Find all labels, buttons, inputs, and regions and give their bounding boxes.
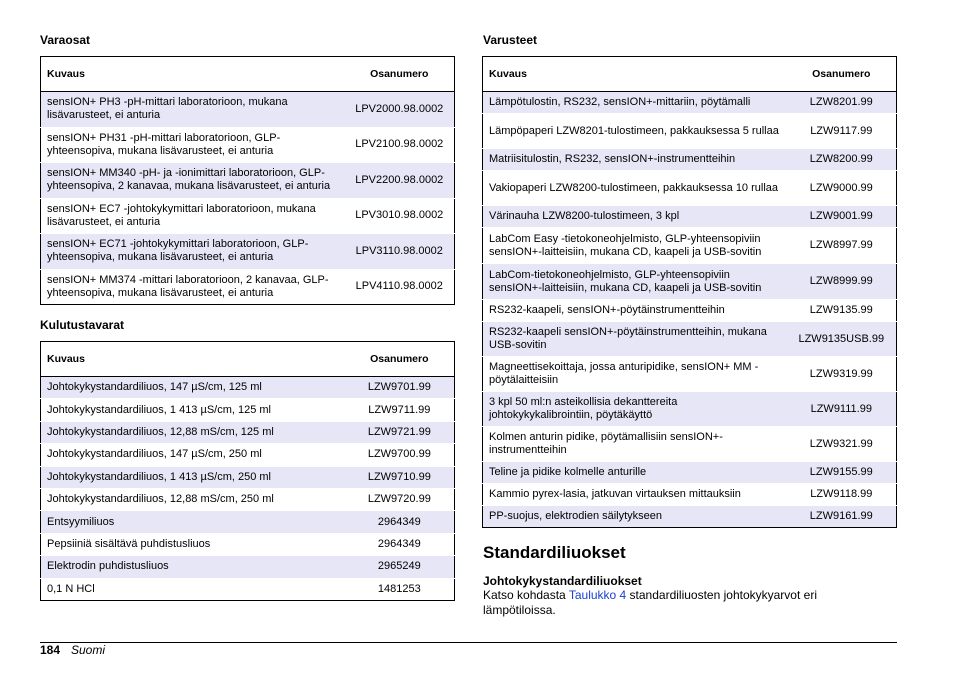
varaosat-table: [40, 56, 455, 305]
row-part-number: LZW8997.99: [787, 228, 897, 264]
table-row: [41, 377, 455, 399]
table-row: [483, 357, 897, 392]
row-description: Matriisitulostin, RS232, sensION+-instrumentteihin: [483, 149, 787, 171]
row-description: Johtokykystandardiliuos, 1 413 µS/cm, 250 ml: [41, 466, 345, 488]
row-description: LabCom Easy -tietokoneohjelmisto, GLP-yhteensopiviin sensION+-laitteisiin, mukana CD, kaapeli ja USB-sovitin: [483, 228, 787, 264]
varusteet-title: Varusteet: [483, 33, 538, 47]
varaosat-title: Varaosat: [40, 33, 91, 47]
kulutustavarat-title: Kulutustavarat: [40, 318, 125, 332]
standards-heading: Standardiliuokset: [483, 543, 626, 562]
row-description: Kammio pyrex-lasia, jatkuvan virtauksen mittauksiin: [483, 484, 787, 506]
row-description: 3 kpl 50 ml:n asteikollisia dekanttereita johtokykykalibrointiin, pöytäkäyttö: [483, 392, 787, 427]
column-header-osanumero: Osanumero: [345, 57, 455, 92]
row-part-number: LZW9117.99: [787, 114, 897, 149]
row-part-number: LZW9118.99: [787, 484, 897, 506]
table-row: [41, 556, 455, 578]
row-description: Lämpötulostin, RS232, sensION+-mittariin, pöytämalli: [483, 92, 787, 114]
column-header-kuvaus: Kuvaus: [41, 342, 345, 377]
table-row: [41, 488, 455, 510]
row-part-number: LZW8201.99: [787, 92, 897, 114]
table-row: [41, 421, 455, 443]
row-part-number: LPV2000.98.0002: [345, 92, 455, 128]
table-row: [41, 234, 455, 270]
row-part-number: LZW9135USB.99: [787, 322, 897, 357]
row-description: sensION+ PH31 -pH-mittari laboratorioon, GLP-yhteensopiva, mukana lisävarusteet, ei anturia: [41, 127, 345, 163]
row-part-number: LPV3110.98.0002: [345, 234, 455, 270]
table-row: [483, 322, 897, 357]
standards-paragraph: [483, 588, 863, 618]
table-row: [483, 506, 897, 528]
row-description: RS232-kaapeli sensION+-pöytäinstrumentteihin, mukana USB-sovitin: [483, 322, 787, 357]
row-description: 0,1 N HCl: [41, 578, 345, 600]
table-4-link[interactable]: Taulukko 4: [568, 588, 627, 602]
table-row: [483, 462, 897, 484]
table-row: [483, 300, 897, 322]
row-description: Teline ja pidike kolmelle anturille: [483, 462, 787, 484]
row-description: Elektrodin puhdistusliuos: [41, 556, 345, 578]
table-row: [41, 578, 455, 600]
table-row: [41, 533, 455, 555]
table-row: [41, 92, 455, 128]
row-part-number: 1481253: [345, 578, 455, 600]
row-description: sensION+ PH3 -pH-mittari laboratorioon, mukana lisävarusteet, ei anturia: [41, 92, 345, 128]
table-row: [483, 228, 897, 264]
row-description: sensION+ EC71 -johtokykymittari laboratorioon, GLP-yhteensopiva, mukana lisävarusteet, ei anturia: [41, 234, 345, 270]
row-part-number: LZW8999.99: [787, 264, 897, 300]
row-part-number: LPV2200.98.0002: [345, 163, 455, 199]
row-part-number: LZW9710.99: [345, 466, 455, 488]
table-row: [41, 511, 455, 533]
page-language: Suomi: [71, 643, 106, 657]
row-part-number: LZW8200.99: [787, 149, 897, 171]
row-description: Entsyymiliuos: [41, 511, 345, 533]
column-header-kuvaus: Kuvaus: [41, 57, 345, 92]
row-description: Kolmen anturin pidike, pöytämallisiin sensION+-instrumentteihin: [483, 427, 787, 462]
table-row: [483, 264, 897, 300]
row-description: Johtokykystandardiliuos, 147 µS/cm, 250 ml: [41, 444, 345, 466]
row-part-number: LZW9155.99: [787, 462, 897, 484]
table-row: [483, 392, 897, 427]
row-description: Magneettisekoittaja, jossa anturipidike, sensION+ MM -pöytälaitteisiin: [483, 357, 787, 392]
footer-divider: [40, 642, 897, 643]
row-description: Pepsiiniä sisältävä puhdistusliuos: [41, 533, 345, 555]
table-row: [483, 484, 897, 506]
table-row: [41, 269, 455, 305]
column-header-osanumero: Osanumero: [787, 57, 897, 92]
row-description: PP-suojus, elektrodien säilytykseen: [483, 506, 787, 528]
kulutustavarat-table: [40, 341, 455, 601]
row-description: Lämpöpaperi LZW8201-tulostimeen, pakkauksessa 5 rullaa: [483, 114, 787, 149]
standards-subheading: Johtokykystandardiliuokset: [483, 574, 642, 588]
row-part-number: LPV4110.98.0002: [345, 269, 455, 305]
row-part-number: LZW9720.99: [345, 488, 455, 510]
varusteet-table: [482, 56, 897, 528]
table-row: [483, 92, 897, 114]
row-description: sensION+ MM340 -pH- ja -ionimittari laboratorioon, GLP-yhteensopiva, 2 kanavaa, mukana lisävarusteet, ei anturia: [41, 163, 345, 199]
column-header-osanumero: Osanumero: [345, 342, 455, 377]
row-part-number: 2964349: [345, 533, 455, 555]
row-description: Vakiopaperi LZW8200-tulostimeen, pakkauksessa 10 rullaa: [483, 171, 787, 206]
row-part-number: LZW9001.99: [787, 206, 897, 228]
row-part-number: LZW9000.99: [787, 171, 897, 206]
table-row: [483, 149, 897, 171]
row-part-number: LPV3010.98.0002: [345, 198, 455, 234]
row-description: sensION+ MM374 -mittari laboratorioon, 2 kanavaa, GLP-yhteensopiva, mukana lisävarusteet, ei anturia: [41, 269, 345, 305]
row-description: Värinauha LZW8200-tulostimeen, 3 kpl: [483, 206, 787, 228]
row-part-number: LZW9700.99: [345, 444, 455, 466]
column-header-kuvaus: Kuvaus: [483, 57, 787, 92]
row-description: LabCom-tietokoneohjelmisto, GLP-yhteensopiviin sensION+-laitteisiin, mukana CD, kaapeli ja USB-sovitin: [483, 264, 787, 300]
table-row: [483, 206, 897, 228]
row-part-number: LZW9319.99: [787, 357, 897, 392]
table-row: [41, 466, 455, 488]
row-part-number: LZW9111.99: [787, 392, 897, 427]
table-row: [483, 427, 897, 462]
row-description: Johtokykystandardiliuos, 12,88 mS/cm, 125 ml: [41, 421, 345, 443]
page-number: 184: [40, 643, 61, 657]
standards-text-after: standardiliuosten johtokykyarvot eri lämpötiloissa.: [483, 588, 817, 617]
row-part-number: LZW9721.99: [345, 421, 455, 443]
row-description: Johtokykystandardiliuos, 1 413 µS/cm, 125 ml: [41, 399, 345, 421]
row-description: sensION+ EC7 -johtokykymittari laboratorioon, mukana lisävarusteet, ei anturia: [41, 198, 345, 234]
table-row: [41, 163, 455, 199]
table-row: [41, 127, 455, 163]
row-part-number: 2964349: [345, 511, 455, 533]
row-part-number: LZW9321.99: [787, 427, 897, 462]
row-description: Johtokykystandardiliuos, 147 µS/cm, 125 ml: [41, 377, 345, 399]
row-part-number: LPV2100.98.0002: [345, 127, 455, 163]
row-part-number: LZW9161.99: [787, 506, 897, 528]
table-row: [41, 399, 455, 421]
table-row: [41, 444, 455, 466]
row-description: Johtokykystandardiliuos, 12,88 mS/cm, 250 ml: [41, 488, 345, 510]
standards-text-before: Katso kohdasta: [483, 588, 569, 602]
row-description: RS232-kaapeli, sensION+-pöytäinstrumentteihin: [483, 300, 787, 322]
row-part-number: LZW9711.99: [345, 399, 455, 421]
row-part-number: 2965249: [345, 556, 455, 578]
table-row: [483, 171, 897, 206]
row-part-number: LZW9135.99: [787, 300, 897, 322]
table-row: [41, 198, 455, 234]
row-part-number: LZW9701.99: [345, 377, 455, 399]
table-row: [483, 114, 897, 149]
